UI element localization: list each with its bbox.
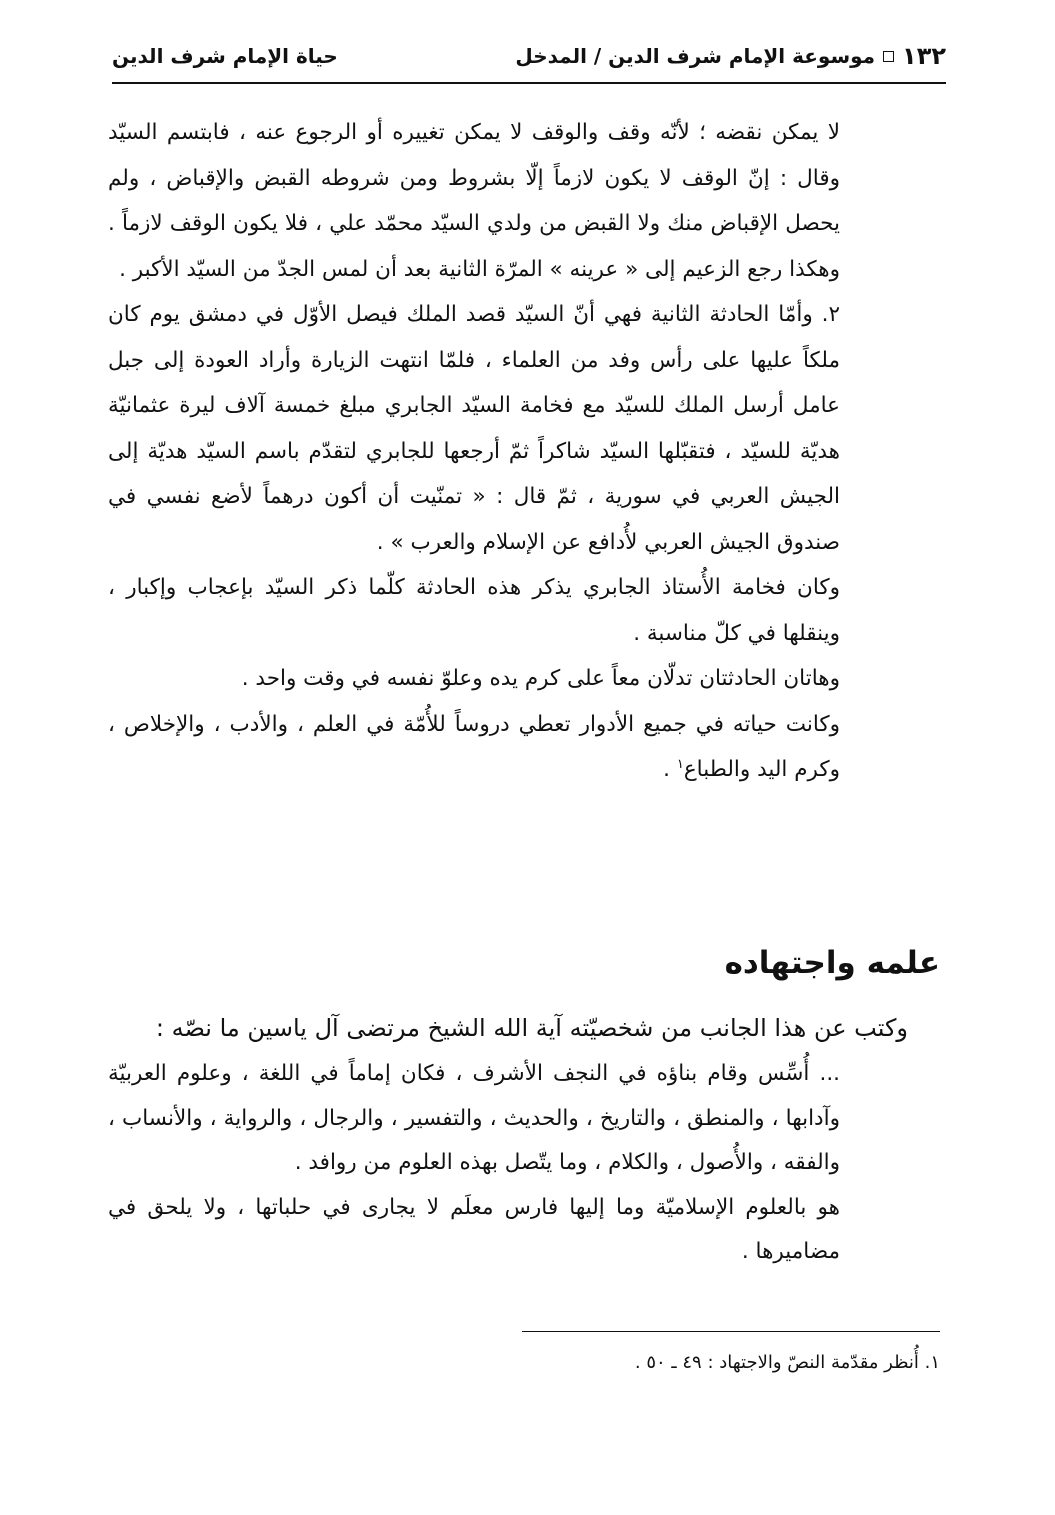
header-right-group [515, 42, 946, 70]
square-bullet-icon [883, 51, 894, 62]
main-text [108, 110, 840, 793]
paragraph-4: وهاتان الحادثتان تدلّان معاً على كرم يده وعلوّ نفسه في وقت واحد . [241, 666, 840, 691]
paragraph-3: وكان فخامة الأُستاذ الجابري يذكر هذه الحادثة كلّما ذكر السيّد بإعجاب وإكبار ، وينقلها في كلّ مناسبة . [108, 575, 840, 646]
book-title: موسوعة الإمام شرف الدين / المدخل [515, 44, 876, 68]
quote-paragraph-2: هو بالعلوم الإسلاميّة وما إليها فارس معلَم لا يجارى في حلباتها ، ولا يلحق في مضاميرها . [108, 1194, 840, 1264]
paragraph-5-text: وكانت حياته في جميع الأدوار تعطي دروساً للأُمّة في العلم ، والأدب ، والإخلاص ، وكرم اليد والطباع [108, 711, 840, 782]
footnote-divider [522, 1331, 940, 1332]
paragraph-1: لا يمكن نقضه ؛ لأنّه وقف والوقف لا يمكن تغييره أو الرجوع عنه ، فابتسم السيّد وقال : إنّ الوقف لا يكون لازماً إلّا بشروط ومن شروطه القبض والإقباض ، ولم يحصل الإقباض منك ولا القبض من ولدي السيّد محمّد علي ، فلا يكون الوقف لازماً . وهكذا رجع الزعيم إلى « عرينه » المرّة الثانية بعد أن لمس الجدّ من السيّد الأكبر . [108, 120, 840, 282]
header-divider [112, 82, 946, 84]
paragraph-5 [108, 702, 840, 793]
paragraph-2: ٢. وأمّا الحادثة الثانية فهي أنّ السيّد قصد الملك فيصل الأوّل في دمشق يوم كان ملكاً عليها على رأس وفد من العلماء ، فلمّا انتهت الزيارة وأراد العودة إلى جبل عامل أرسل الملك للسيّد مع فخامة السيّد الجابري مبلغ خمسة آلاف ليرة عثمانيّة هديّة للسيّد ، فتقبّلها السيّد شاكراً ثمّ أرجعها للجابري لتقدّم باسم السيّد هديّة إلى الجيش العربي في سورية ، ثمّ قال : « تمنّيت أن أكون درهماً لأضع نفسي في صندوق الجيش العربي لأُدافع عن الإسلام والعرب » . [108, 302, 840, 555]
page-number: ١٣٢ [902, 42, 946, 70]
section-heading: علمه واجتهاده [724, 945, 940, 981]
section-intro: وكتب عن هذا الجانب من شخصيّته آية الله الشيخ مرتضى آل ياسين ما نصّه : [155, 1014, 908, 1042]
section-title: حياة الإمام شرف الدين [112, 44, 338, 68]
paragraph-5-end: . [663, 757, 677, 782]
footnote-reference[interactable]: ١ [676, 756, 684, 772]
quote-paragraph-1: ... أُسِّس وقام بناؤه في النجف الأشرف ، فكان إماماً في اللغة ، وعلوم العربيّة وآدابها ، والمنطق ، والتاريخ ، والحديث ، والتفسير ، والرجال ، والرواية ، والأنساب ، والفقه ، والأُصول ، والكلام ، وما يتّصل بهذه العلوم من روافد . [108, 1061, 840, 1175]
quoted-text [108, 1052, 840, 1275]
running-header [112, 36, 946, 76]
footnote: ١. أُنظر مقدّمة النصّ والاجتهاد : ٤٩ ـ ٥٠ . [634, 1352, 940, 1373]
